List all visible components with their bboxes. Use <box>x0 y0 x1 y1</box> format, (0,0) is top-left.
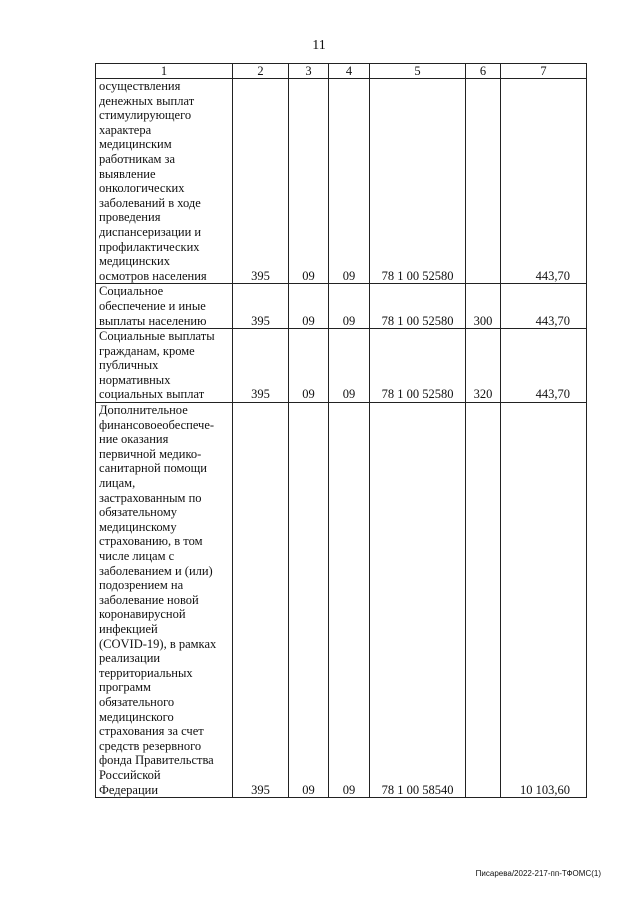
description-line: программ <box>99 680 151 695</box>
description-line: социальных выплат <box>99 387 205 402</box>
row-description <box>96 79 233 284</box>
description-line: гражданам, кроме <box>99 343 195 358</box>
description-line: обязательному <box>99 505 178 520</box>
description-line: ние оказания <box>99 432 169 447</box>
description-line: страхования за счет <box>99 724 204 739</box>
target-article-cell: 78 1 00 52580 <box>370 79 466 284</box>
description-line: лицам, <box>99 476 136 491</box>
column-header: 7 <box>501 64 587 79</box>
column-header: 4 <box>329 64 370 79</box>
description-line: медицинских <box>99 254 170 269</box>
description-line: осмотров населения <box>99 268 207 283</box>
column-header: 1 <box>96 64 233 79</box>
page-number: 11 <box>312 38 326 53</box>
description-line: фонда Правительства <box>99 753 214 768</box>
amount-cell: 443,70 <box>501 284 587 329</box>
expense-type-cell: 300 <box>466 284 501 329</box>
subsection-cell: 09 <box>329 403 370 798</box>
description-line: обязательного <box>99 694 175 709</box>
description-line: диспансеризации и <box>99 224 202 239</box>
description-line: первичной медико- <box>99 446 202 461</box>
table-header-row <box>96 64 587 79</box>
description-line: осуществления <box>99 79 181 93</box>
description-line: санитарной помощи <box>99 461 207 476</box>
description-line: подозрением на <box>99 578 184 593</box>
target-article-cell: 78 1 00 52580 <box>370 284 466 329</box>
description-line: публичных <box>99 358 159 373</box>
description-line: средств резервного <box>99 738 202 753</box>
expense-type-cell <box>466 403 501 798</box>
budget-table <box>95 63 587 798</box>
row-description <box>96 329 233 403</box>
document-footer-code: Писарева/2022-217-пп-ТФОМС(1) <box>475 869 601 878</box>
description-line: финансовоеобеспече- <box>99 417 215 432</box>
section-cell: 09 <box>289 284 329 329</box>
description-line: медицинским <box>99 137 172 152</box>
description-line: характера <box>99 122 152 137</box>
description-line: Федерации <box>99 782 159 797</box>
description-line: Российской <box>99 767 161 782</box>
column-header: 2 <box>233 64 289 79</box>
table-row <box>96 284 587 329</box>
description-line: Социальное <box>99 284 164 299</box>
table-row <box>96 403 587 798</box>
section-cell: 09 <box>289 403 329 798</box>
description-line: страхованию, в том <box>99 534 203 549</box>
description-line: числе лицам с <box>99 549 175 563</box>
subsection-cell: 09 <box>329 284 370 329</box>
amount-cell: 443,70 <box>501 329 587 403</box>
description-line: медицинского <box>99 709 174 724</box>
target-article-cell: 78 1 00 58540 <box>370 403 466 798</box>
description-line: коронавирусной <box>99 607 186 622</box>
description-line: работникам за <box>99 151 176 166</box>
subsection-cell: 09 <box>329 329 370 403</box>
description-line: медицинскому <box>99 519 177 534</box>
description-line: инфекцией <box>99 621 158 636</box>
admin-code-cell: 395 <box>233 403 289 798</box>
description-line: Дополнительное <box>99 403 188 418</box>
description-line: Социальные выплаты <box>99 329 215 344</box>
description-line: стимулирующего <box>99 108 192 123</box>
column-header: 6 <box>466 64 501 79</box>
subsection-cell: 09 <box>329 79 370 284</box>
table-row <box>96 329 587 403</box>
description-line: (COVID-19), в рамках <box>99 636 217 651</box>
description-line: онкологических <box>99 181 185 196</box>
description-line: выплаты населению <box>99 313 207 328</box>
description-line: застрахованным по <box>99 490 202 505</box>
amount-cell: 443,70 <box>501 79 587 284</box>
description-line: реализации <box>99 651 161 666</box>
column-header: 5 <box>370 64 466 79</box>
description-line: выявление <box>99 166 156 181</box>
description-line: заболеванием и (или) <box>99 563 213 578</box>
admin-code-cell: 395 <box>233 284 289 329</box>
amount-cell: 10 103,60 <box>501 403 587 798</box>
column-header: 3 <box>289 64 329 79</box>
table-row <box>96 79 587 284</box>
target-article-cell: 78 1 00 52580 <box>370 329 466 403</box>
description-line: нормативных <box>99 372 171 387</box>
expense-type-cell <box>466 79 501 284</box>
admin-code-cell: 395 <box>233 79 289 284</box>
description-line: заболеваний в ходе <box>99 195 201 210</box>
description-line: заболевание новой <box>99 592 199 607</box>
admin-code-cell: 395 <box>233 329 289 403</box>
row-description <box>96 284 233 329</box>
description-line: территориальных <box>99 665 193 680</box>
description-line: обеспечение и иные <box>99 298 206 313</box>
section-cell: 09 <box>289 329 329 403</box>
description-line: проведения <box>99 210 161 225</box>
description-line: денежных выплат <box>99 93 195 108</box>
section-cell: 09 <box>289 79 329 284</box>
description-line: профилактических <box>99 239 200 254</box>
expense-type-cell: 320 <box>466 329 501 403</box>
row-description <box>96 403 233 798</box>
